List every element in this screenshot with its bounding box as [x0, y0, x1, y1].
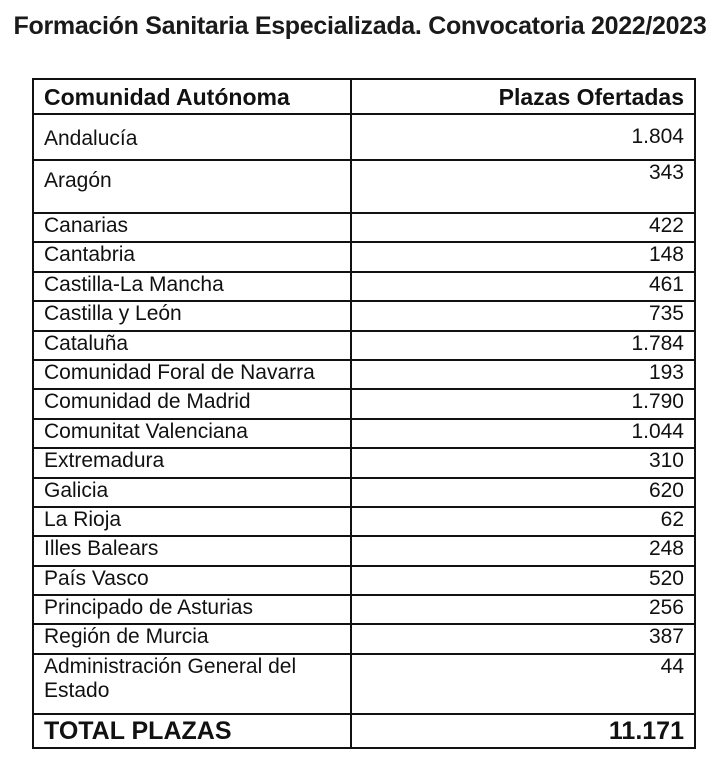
region-cell: Comunitat Valenciana: [33, 419, 351, 448]
table-row: [33, 114, 695, 160]
plazas-cell: 461: [351, 272, 695, 301]
table-row: [33, 360, 695, 389]
region-cell: Aragón: [33, 160, 351, 213]
region-cell: Principado de Asturias: [33, 595, 351, 624]
header-region: Comunidad Autónoma: [33, 79, 351, 114]
plazas-cell: 44: [351, 654, 695, 714]
table-row: [33, 331, 695, 360]
table-row: [33, 507, 695, 536]
region-cell: Castilla y León: [33, 301, 351, 330]
table-row: [33, 478, 695, 507]
table-row: [33, 566, 695, 595]
table-header-row: [33, 79, 695, 114]
plazas-cell: 1.790: [351, 389, 695, 418]
plazas-cell: 520: [351, 566, 695, 595]
region-cell: Canarias: [33, 213, 351, 242]
total-label: TOTAL PLAZAS: [33, 714, 351, 748]
region-cell: País Vasco: [33, 566, 351, 595]
region-cell: Illes Balears: [33, 536, 351, 565]
table-row: [33, 389, 695, 418]
plazas-cell: 1.784: [351, 331, 695, 360]
table-row: [33, 272, 695, 301]
table-row: [33, 419, 695, 448]
plazas-cell: 620: [351, 478, 695, 507]
plazas-cell: 387: [351, 624, 695, 653]
plazas-cell: 148: [351, 242, 695, 271]
table-row: [33, 242, 695, 271]
plazas-cell: 1.804: [351, 114, 695, 160]
table-row: [33, 624, 695, 653]
region-cell: Extremadura: [33, 448, 351, 477]
region-cell: Andalucía: [33, 114, 351, 160]
region-cell: La Rioja: [33, 507, 351, 536]
plazas-table: [32, 78, 696, 749]
plazas-cell: 193: [351, 360, 695, 389]
region-cell: Galicia: [33, 478, 351, 507]
region-cell: Comunidad Foral de Navarra: [33, 360, 351, 389]
region-cell: Cataluña: [33, 331, 351, 360]
plazas-cell: 343: [351, 160, 695, 213]
table-row: [33, 213, 695, 242]
region-cell: Cantabria: [33, 242, 351, 271]
table-row: [33, 536, 695, 565]
plazas-cell: 256: [351, 595, 695, 624]
region-cell: Comunidad de Madrid: [33, 389, 351, 418]
total-row: [33, 714, 695, 748]
plazas-cell: 248: [351, 536, 695, 565]
region-cell: Región de Murcia: [33, 624, 351, 653]
table-row: [33, 301, 695, 330]
plazas-cell: 62: [351, 507, 695, 536]
table-row: [33, 448, 695, 477]
region-cell: Castilla-La Mancha: [33, 272, 351, 301]
region-cell: Administración General del Estado: [33, 654, 351, 714]
header-plazas: Plazas Ofertadas: [351, 79, 695, 114]
table-row: [33, 654, 695, 714]
plazas-cell: 310: [351, 448, 695, 477]
table-row: [33, 595, 695, 624]
total-value: 11.171: [351, 714, 695, 748]
plazas-cell: 735: [351, 301, 695, 330]
plazas-cell: 422: [351, 213, 695, 242]
table-row: [33, 160, 695, 213]
page-title: Formación Sanitaria Especializada. Convocatoria 2022/2023: [13, 12, 707, 40]
plazas-cell: 1.044: [351, 419, 695, 448]
